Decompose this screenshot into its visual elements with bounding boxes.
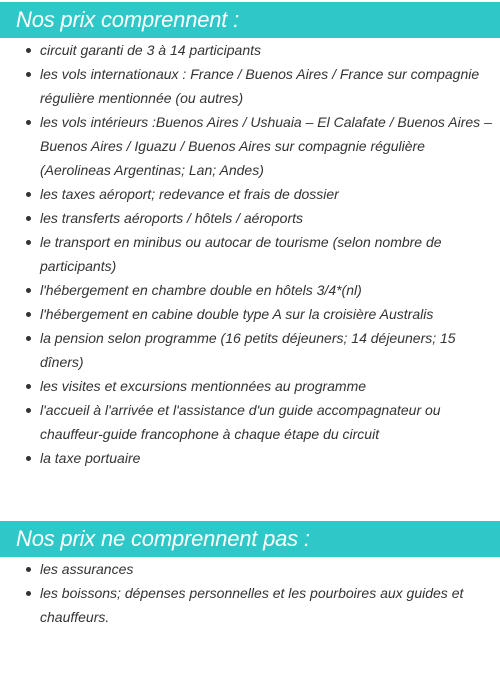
list-item: le transport en minibus ou autocar de tourisme (selon nombre de participants) xyxy=(0,230,500,278)
included-header xyxy=(0,2,500,38)
excluded-section xyxy=(0,521,500,629)
list-item: la pension selon programme (16 petits déjeuners; 14 déjeuners; 15 dîners) xyxy=(0,326,500,374)
included-list xyxy=(0,38,500,470)
excluded-list xyxy=(0,557,500,629)
excluded-title: Nos prix ne comprennent pas : xyxy=(16,526,310,551)
list-item: les vols intérieurs :Buenos Aires / Ushuaia – El Calafate / Buenos Aires – Buenos Aires / Iguazu / Buenos Aires sur compagnie régulière (Aerolineas Argentinas; Lan; Andes) xyxy=(0,110,500,182)
list-item: l'hébergement en cabine double type A sur la croisière Australis xyxy=(0,302,500,326)
list-item: l'hébergement en chambre double en hôtels 3/4*(nl) xyxy=(0,278,500,302)
section-spacer xyxy=(0,470,500,521)
excluded-header xyxy=(0,521,500,557)
list-item: les transferts aéroports / hôtels / aéroports xyxy=(0,206,500,230)
list-item: l'accueil à l'arrivée et l'assistance d'un guide accompagnateur ou chauffeur-guide francophone à chaque étape du circuit xyxy=(0,398,500,446)
list-item: les visites et excursions mentionnées au programme xyxy=(0,374,500,398)
list-item: les taxes aéroport; redevance et frais de dossier xyxy=(0,182,500,206)
list-item: les vols internationaux : France / Buenos Aires / France sur compagnie régulière mentionnée (ou autres) xyxy=(0,62,500,110)
list-item: les boissons; dépenses personnelles et les pourboires aux guides et chauffeurs. xyxy=(0,581,500,629)
included-title: Nos prix comprennent : xyxy=(16,7,240,32)
list-item: la taxe portuaire xyxy=(0,446,500,470)
list-item: les assurances xyxy=(0,557,500,581)
list-item: circuit garanti de 3 à 14 participants xyxy=(0,38,500,62)
included-section xyxy=(0,2,500,470)
